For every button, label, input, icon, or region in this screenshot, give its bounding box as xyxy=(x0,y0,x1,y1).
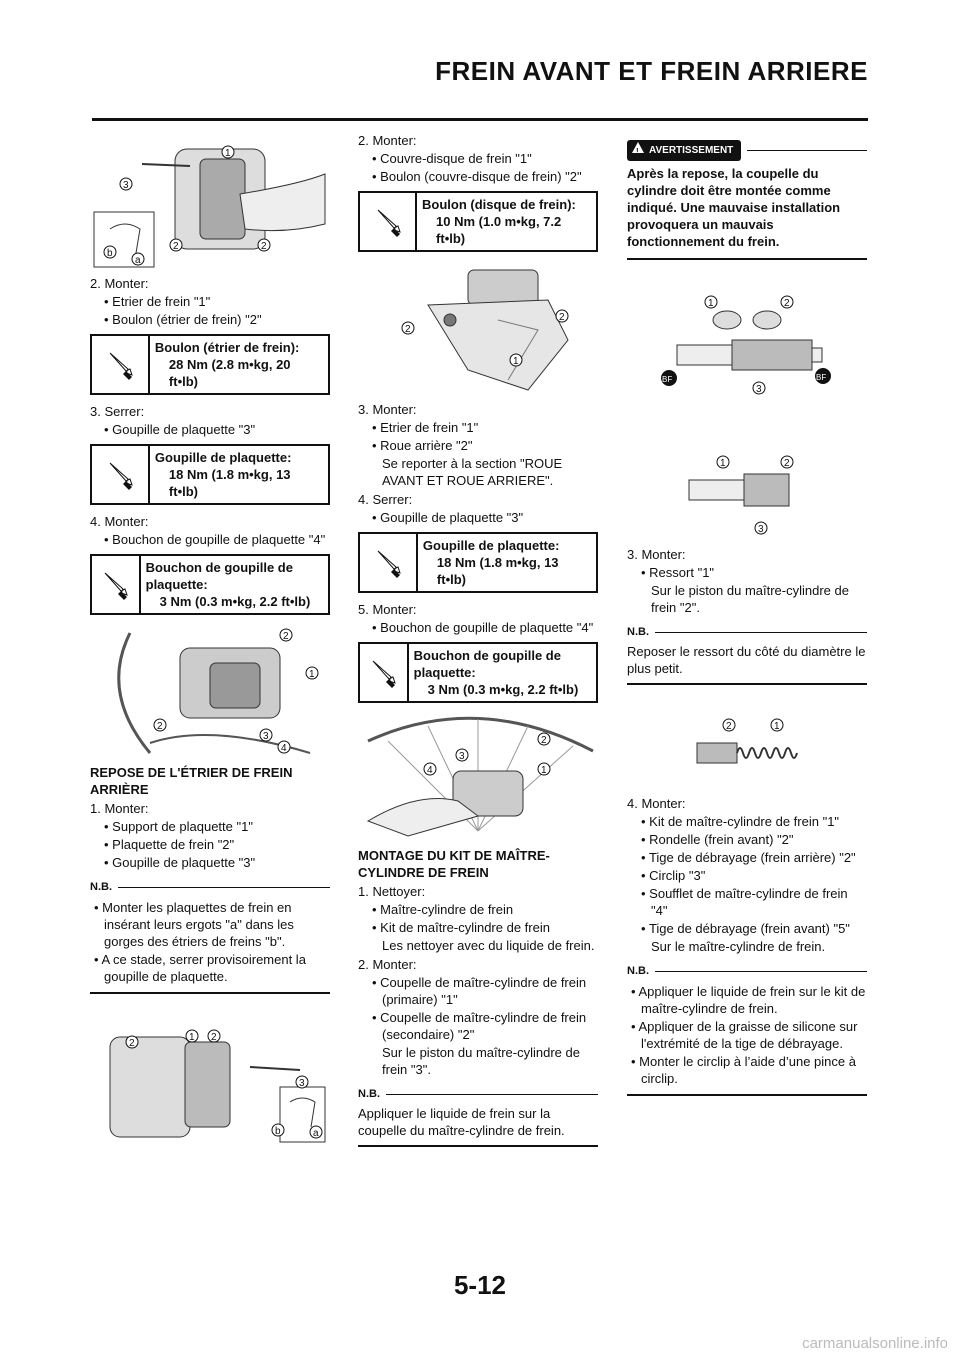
step-1-title: 1. Monter: xyxy=(90,801,149,816)
torque-box: Bouchon de goupille de plaquette: 3 Nm (0.3 m•kg, 2.2 ft•lb) xyxy=(90,554,330,615)
figure-front-caliper xyxy=(90,134,330,269)
svg-text:2: 2 xyxy=(405,324,411,335)
list-item: • Boulon (étrier de frein) "2" xyxy=(104,312,262,327)
step-2-title: 2. Monter: xyxy=(358,133,417,148)
svg-text:2: 2 xyxy=(129,1038,135,1049)
page-number: 5-12 xyxy=(453,1270,507,1300)
figure-rear-pads xyxy=(90,1002,330,1147)
note-body xyxy=(627,980,867,1096)
list-item: • Etrier de frein "1" xyxy=(372,420,479,435)
svg-text:4: 4 xyxy=(281,743,287,754)
list-subtext: Sur le piston du maître-cylindre de frein "3". xyxy=(382,1045,580,1077)
figure-piston xyxy=(627,450,867,540)
list-subtext: Sur le piston du maître-cylindre de frein "2". xyxy=(651,583,849,615)
column-1 xyxy=(90,130,330,1153)
step-3-title: 3. Monter: xyxy=(358,402,417,417)
note-header: N.B. xyxy=(627,624,867,641)
list-item: • Coupelle de maître-cylindre de frein (primaire) "1" xyxy=(372,975,587,1007)
header-rule xyxy=(92,118,868,121)
warning-icon xyxy=(632,142,644,153)
warning-body: Après la repose, la coupelle du cylindre doit être montée comme indiqué. Une mauvaise installation provoquera un mauvais fonctionnement du frein. xyxy=(627,161,867,260)
figure-spring xyxy=(627,715,867,775)
list-item: • Rondelle (frein avant) "2" xyxy=(641,832,794,847)
svg-text:2: 2 xyxy=(157,721,163,732)
note-body: Reposer le ressort du côté du diamètre le plus petit. xyxy=(627,641,867,685)
warning-badge: ! AVERTISSEMENT xyxy=(627,140,741,161)
svg-text:3: 3 xyxy=(263,731,269,742)
figure-disc-cover xyxy=(358,260,598,395)
note-header: N.B. xyxy=(627,963,867,980)
list-item: • Goupille de plaquette "3" xyxy=(104,855,256,870)
torque-box: Boulon (étrier de frein): 28 Nm (2.8 m•kg, 20 ft•lb) xyxy=(90,334,330,395)
svg-text:1: 1 xyxy=(708,298,714,309)
list-item: • Soufflet de maître-cylindre de frein "4" xyxy=(641,886,848,918)
column-3 xyxy=(627,130,867,1104)
svg-text:3: 3 xyxy=(123,180,129,191)
list-item: • Maître-cylindre de frein xyxy=(372,902,514,917)
svg-text:2: 2 xyxy=(559,312,565,323)
list-item: • Appliquer le liquide de frein sur le kit de maître-cylindre de frein. xyxy=(631,984,866,1016)
svg-text:1: 1 xyxy=(309,669,315,680)
watermark: carmanualsonline.info xyxy=(802,1335,948,1352)
list-item: • Circlip "3" xyxy=(641,868,706,883)
section-heading: REPOSE DE L'ÉTRIER DE FREIN ARRIÈRE xyxy=(90,765,293,797)
svg-text:2: 2 xyxy=(541,735,547,746)
wrench-icon xyxy=(92,336,150,393)
list-item: • Monter les plaquettes de frein en insérant leurs ergots "a" dans les gorges des étriers de freins "b". xyxy=(94,900,294,949)
svg-text:3: 3 xyxy=(756,384,762,395)
list-item: • Appliquer de la graisse de silicone sur l'extrémité de la tige de débrayage. xyxy=(631,1019,858,1051)
svg-text:2: 2 xyxy=(261,241,267,252)
list-item: • Tige de débrayage (frein avant) "5" xyxy=(641,921,850,936)
svg-text:a: a xyxy=(135,255,141,266)
list-subtext: Les nettoyer avec du liquide de frein. xyxy=(382,938,595,953)
wrench-icon xyxy=(92,556,141,613)
step-2-title: 2. Monter: xyxy=(90,276,149,291)
step-1-title: 1. Nettoyer: xyxy=(358,884,426,899)
svg-text:b: b xyxy=(107,248,113,259)
list-item: • Couvre-disque de frein "1" xyxy=(372,151,532,166)
list-item: • Plaquette de frein "2" xyxy=(104,837,235,852)
list-subtext: Sur le maître-cylindre de frein. xyxy=(651,939,826,954)
torque-box: Bouchon de goupille de plaquette: 3 Nm (0.3 m•kg, 2.2 ft•lb) xyxy=(358,642,598,703)
wrench-icon xyxy=(92,446,150,503)
step-4-title: 4. Monter: xyxy=(627,796,686,811)
svg-text:1: 1 xyxy=(225,148,231,159)
wrench-icon xyxy=(360,193,417,250)
svg-text:3: 3 xyxy=(299,1078,305,1089)
list-item: • Bouchon de goupille de plaquette "4" xyxy=(372,620,594,635)
list-subtext: Se reporter à la section "ROUE AVANT ET ROUE ARRIERE". xyxy=(382,456,563,488)
list-item: • Kit de maître-cylindre de frein "1" xyxy=(641,814,840,829)
section-heading: MONTAGE DU KIT DE MAÎTRE-CYLINDRE DE FREIN xyxy=(358,848,550,880)
wrench-icon xyxy=(360,644,409,701)
list-item: • Kit de maître-cylindre de frein xyxy=(372,920,550,935)
step-2b-title: 2. Monter: xyxy=(358,957,417,972)
svg-text:1: 1 xyxy=(189,1032,195,1043)
list-item: • A ce stade, serrer provisoirement la goupille de plaquette. xyxy=(94,952,306,984)
list-item: • Etrier de frein "1" xyxy=(104,294,211,309)
list-item: • Support de plaquette "1" xyxy=(104,819,253,834)
svg-text:1: 1 xyxy=(513,356,519,367)
figure-rear-wheel xyxy=(358,711,598,841)
svg-text:1: 1 xyxy=(541,765,547,776)
step-3-title: 3. Serrer: xyxy=(90,404,145,419)
step-5-title: 5. Monter: xyxy=(358,602,417,617)
svg-text:BF: BF xyxy=(662,375,673,384)
torque-box: Goupille de plaquette: 18 Nm (1.8 m•kg, 13 ft•lb) xyxy=(90,444,330,505)
svg-text:1: 1 xyxy=(774,721,780,732)
torque-box: Boulon (disque de frein): 10 Nm (1.0 m•kg, 7.2 ft•lb) xyxy=(358,191,598,252)
list-item: • Coupelle de maître-cylindre de frein (secondaire) "2" xyxy=(372,1010,587,1042)
note-body: Appliquer le liquide de frein sur la coupelle du maître-cylindre de frein. xyxy=(358,1103,598,1147)
svg-text:2: 2 xyxy=(784,298,790,309)
list-item: • Boulon (couvre-disque de frein) "2" xyxy=(372,169,582,184)
svg-text:2: 2 xyxy=(283,631,289,642)
page-title: FREIN AVANT ET FREIN ARRIERE xyxy=(435,56,868,86)
wrench-icon xyxy=(360,534,418,591)
list-item: • Goupille de plaquette "3" xyxy=(372,510,524,525)
list-item: • Bouchon de goupille de plaquette "4" xyxy=(104,532,326,547)
svg-text:2: 2 xyxy=(211,1032,217,1043)
svg-text:4: 4 xyxy=(427,765,433,776)
svg-text:BF: BF xyxy=(816,373,827,382)
list-item: • Goupille de plaquette "3" xyxy=(104,422,256,437)
svg-text:2: 2 xyxy=(784,458,790,469)
step-4-title: 4. Monter: xyxy=(90,514,149,529)
svg-text:2: 2 xyxy=(726,721,732,732)
list-item: • Ressort "1" xyxy=(641,565,715,580)
note-header: N.B. xyxy=(90,879,330,896)
list-item: • Monter le circlip à l’aide d’une pince à circlip. xyxy=(631,1054,856,1086)
svg-text:2: 2 xyxy=(173,241,179,252)
svg-text:3: 3 xyxy=(459,751,465,762)
figure-cups xyxy=(627,290,867,410)
svg-text:3: 3 xyxy=(758,524,764,535)
warning-header xyxy=(627,140,867,161)
note-body xyxy=(90,896,330,994)
svg-text:a: a xyxy=(313,1128,319,1139)
step-3-title: 3. Monter: xyxy=(627,547,686,562)
list-item: • Roue arrière "2" xyxy=(372,438,473,453)
note-header: N.B. xyxy=(358,1086,598,1103)
step-4-title: 4. Serrer: xyxy=(358,492,413,507)
column-2 xyxy=(358,130,598,1155)
list-item: • Tige de débrayage (frein arrière) "2" xyxy=(641,850,856,865)
svg-text:b: b xyxy=(275,1126,281,1137)
svg-text:1: 1 xyxy=(720,458,726,469)
torque-box: Goupille de plaquette: 18 Nm (1.8 m•kg, 13 ft•lb) xyxy=(358,532,598,593)
figure-caliper-plug xyxy=(90,623,330,758)
